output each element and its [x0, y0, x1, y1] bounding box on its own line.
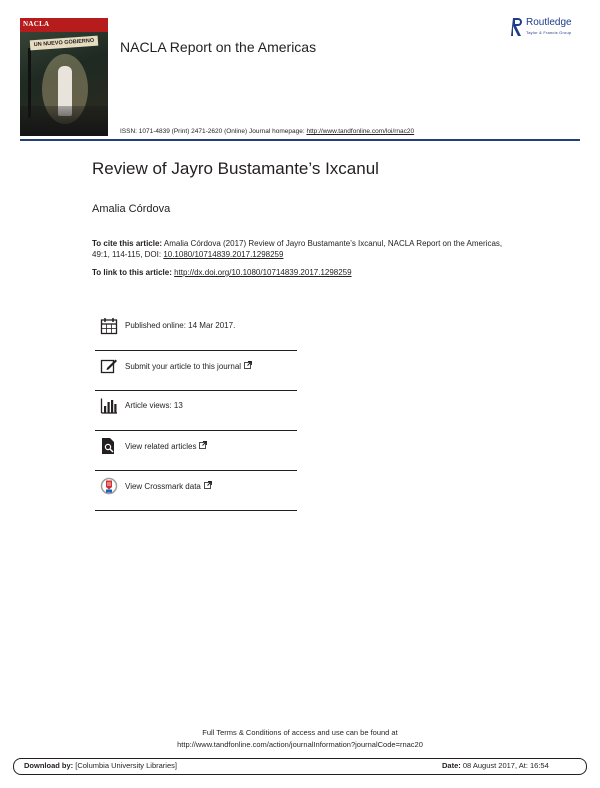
downloaded-by-label: Download by: [24, 761, 74, 770]
row-divider [95, 510, 297, 511]
journal-title: NACLA Report on the Americas [120, 39, 317, 55]
published-row [95, 311, 297, 351]
citation-text: Amalia Córdova (2017) Review of Jayro Bustamante’s Ixcanul, NACLA Report on the Americas, 49:1, 114-115, DOI: [92, 239, 503, 259]
related-articles-icon [100, 437, 118, 455]
publisher-tagline: Taylor & Francis Group [526, 30, 572, 35]
article-title: Review of Jayro Bustamante’s Ixcanul [92, 159, 379, 178]
views-row [95, 391, 297, 431]
cover-masthead-text: NACLA [23, 20, 50, 28]
publisher-name: Routledge [526, 17, 572, 28]
submit-label: Submit your article to this journal [125, 362, 242, 371]
terms-note [0, 727, 600, 751]
crossmark-label: View Crossmark data [125, 482, 201, 491]
crossmark-link[interactable] [125, 481, 212, 491]
calendar-icon [100, 317, 118, 335]
external-link-icon [199, 441, 207, 449]
related-label: View related articles [125, 442, 197, 451]
terms-url[interactable]: http://www.tandfonline.com/action/journalInformation?journalCode=rnac20 [177, 740, 423, 749]
related-articles-link[interactable] [125, 441, 207, 451]
issn-text: ISSN: 1071-4839 (Print) 2471-2620 (Online) Journal homepage: [120, 128, 307, 135]
crossmark-row[interactable] [95, 471, 297, 511]
downloaded-by [24, 761, 177, 770]
download-date [442, 761, 549, 770]
article-views: Article views: 13 [125, 401, 183, 410]
download-date-label: Date: [442, 761, 461, 770]
link-label: To link to this article: [92, 268, 175, 277]
routledge-logo-icon [511, 17, 523, 37]
cover-crowd [20, 106, 108, 136]
publisher-logo [511, 17, 591, 41]
journal-homepage-link[interactable]: http://www.tandfonline.com/loi/rnac20 [306, 128, 415, 135]
related-row[interactable] [95, 431, 297, 471]
header-rule [20, 139, 580, 141]
published-date: Published online: 14 Mar 2017. [125, 321, 236, 330]
article-link-line [92, 268, 352, 277]
cover-banner [30, 36, 99, 51]
external-link-icon [204, 481, 212, 489]
terms-line-1: Full Terms & Conditions of access and use can be found at [202, 728, 398, 737]
cover-banner-text: UN NUEVO GOBIERNO [33, 37, 95, 49]
downloaded-by-value: [Columbia University Libraries] [73, 761, 177, 770]
external-link-icon [244, 361, 252, 369]
article-url-link[interactable]: http://dx.doi.org/10.1080/10714839.2017.1298259 [174, 268, 352, 277]
submit-article-link[interactable] [125, 361, 252, 371]
submit-row[interactable] [95, 351, 297, 391]
download-info-box [13, 758, 587, 775]
article-author: Amalia Córdova [92, 203, 171, 215]
download-date-value: 08 August 2017, At: 16:54 [460, 761, 549, 770]
edit-icon [100, 357, 118, 375]
citation [92, 238, 512, 260]
doi-link[interactable]: 10.1080/10714839.2017.1298259 [163, 250, 284, 259]
citation-label: To cite this article: [92, 239, 163, 248]
crossmark-icon [100, 477, 118, 495]
bar-chart-icon [100, 397, 118, 415]
issn-line [120, 128, 414, 135]
journal-cover [20, 18, 108, 136]
